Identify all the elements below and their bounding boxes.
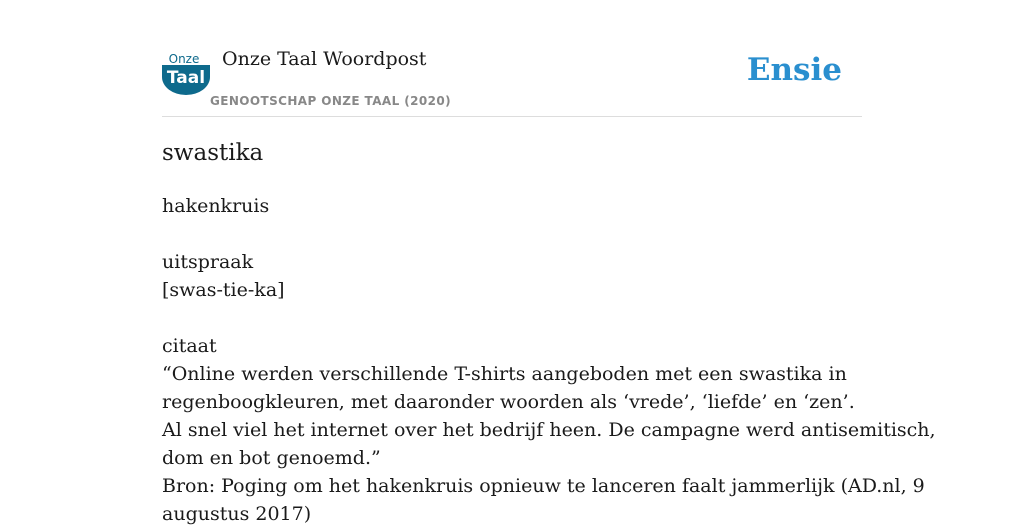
ensie-logo-link[interactable]: Ensie — [746, 52, 842, 88]
logo-top-text: Onze — [168, 52, 200, 66]
quote-line: “Online werden verschillende T-shirts aangeboden met een swastika in — [162, 363, 847, 385]
spacer — [162, 304, 852, 332]
source-name[interactable]: Onze Taal Woordpost — [222, 48, 427, 70]
quote-label: citaat — [162, 335, 217, 357]
quote-source-line: Bron: Poging om het hakenkruis opnieuw te lanceren faalt jammerlijk (AD.nl, 9 — [162, 475, 925, 497]
quote-source-line: augustus 2017) — [162, 503, 312, 525]
source-subtitle: GENOOTSCHAP ONZE TAAL (2020) — [210, 94, 451, 108]
definition-text: hakenkruis — [162, 195, 270, 217]
entry-body — [162, 192, 936, 528]
quote-line: regenboogkleuren, met daaronder woorden als ‘vrede’, ‘liefde’ en ‘zen’. — [162, 391, 855, 413]
page-header — [162, 44, 862, 117]
pronunciation-label: uitspraak — [162, 251, 254, 273]
spacer — [162, 220, 852, 248]
entry-title: swastika — [162, 140, 264, 166]
logo-bottom-text: Taal — [166, 68, 206, 88]
quote-line: dom en bot genoemd.” — [162, 447, 381, 469]
onze-taal-logo — [162, 51, 210, 95]
quote-line: Al snel viel het internet over het bedrijf heen. De campagne werd antisemitisch, — [162, 419, 936, 441]
pronunciation-text: [swas-tie-ka] — [162, 279, 285, 301]
